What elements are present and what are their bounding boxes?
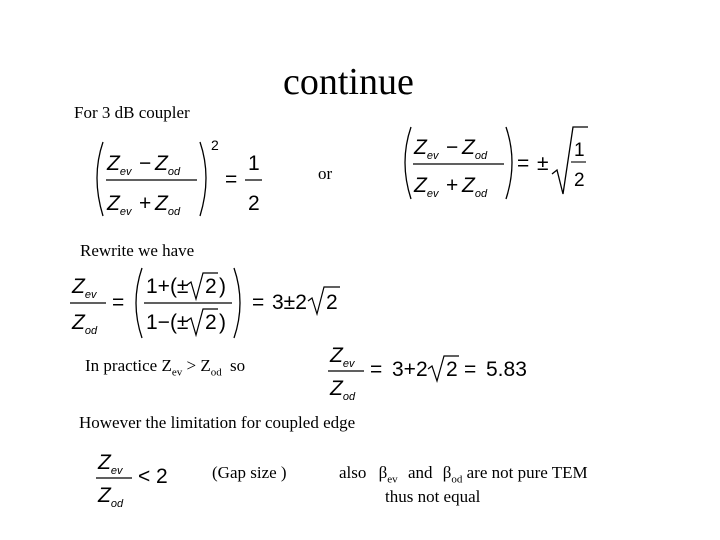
practice-mid: > Z <box>182 356 211 375</box>
rhs-numerator-text: 1+(± <box>146 275 189 298</box>
denominator-z-ev: $Z_{ev}$ <box>107 192 132 218</box>
plus-sign: + <box>139 192 152 215</box>
equation-practice-value <box>328 338 538 408</box>
lhs-numerator: $Z_{ev}$ <box>330 344 355 370</box>
rhs-numerator: 1 <box>248 152 260 175</box>
exponent: 2 <box>211 137 219 153</box>
equals-sign: = <box>252 291 265 314</box>
also-prefix: also <box>339 463 367 482</box>
also-line2: thus not equal <box>385 487 481 506</box>
practice-prefix: In practice Z <box>85 356 172 375</box>
and-word: and <box>407 463 433 482</box>
result-sqrt-value: 2 <box>326 291 338 314</box>
also-suffix: are not pure TEM <box>466 463 588 482</box>
beta-sub-ev: ev <box>387 473 398 486</box>
also-text <box>339 463 588 485</box>
beta-ev-symbol: β <box>378 463 388 482</box>
equation-3db-squared <box>90 130 280 225</box>
plus-sign: + <box>446 174 459 197</box>
intro-text: For 3 dB coupler <box>74 103 190 122</box>
left-paren <box>136 268 142 338</box>
gap-size-label: (Gap size ) <box>212 463 287 482</box>
or-label: or <box>318 164 333 183</box>
equation-3db-ratio <box>398 122 598 207</box>
sqrt-numerator: 1 <box>574 140 585 161</box>
rhs-denominator: 2 <box>248 192 260 215</box>
denominator-z-od: $Z_{od}$ <box>462 174 488 200</box>
rhs-text: 3+2 <box>392 358 428 381</box>
sqrt-value: 2 <box>446 358 458 381</box>
equals-sign: = <box>370 358 383 381</box>
denominator-z-ev: $Z_{ev}$ <box>414 174 439 200</box>
less-than-sign: < <box>138 465 151 488</box>
rewrite-label: Rewrite we have <box>80 241 195 260</box>
beta-od-symbol: β <box>442 463 452 482</box>
numerator-z-ev: $Z_{ev}$ <box>414 136 439 162</box>
minus-sign: − <box>139 152 152 175</box>
lhs-denominator: $Z_{od}$ <box>98 484 124 510</box>
lhs-numerator: $Z_{ev}$ <box>72 275 97 301</box>
equals-sign: = <box>112 291 125 314</box>
right-paren <box>200 142 206 216</box>
practice-sub-od: od <box>210 366 222 379</box>
equation-limit <box>96 445 186 515</box>
slide-title: continue <box>283 61 414 103</box>
sqrt-value: 2 <box>205 275 217 298</box>
denominator-z-od: $Z_{od}$ <box>155 192 181 218</box>
equation-impedance-ratio <box>70 265 360 345</box>
limitation-text: However the limitation for coupled edge <box>79 413 356 432</box>
practice-text <box>85 356 245 378</box>
sqrt-value: 2 <box>205 311 217 334</box>
sqrt-denominator: 2 <box>574 170 585 191</box>
bound-value: 2 <box>156 465 168 488</box>
minus-sign: − <box>446 136 459 159</box>
left-paren <box>405 127 411 199</box>
lhs-denominator: $Z_{od}$ <box>330 377 356 403</box>
practice-suffix: so <box>229 356 246 375</box>
rhs-denominator-text: 1−(± <box>146 311 189 334</box>
result-value: 5.83 <box>486 358 527 381</box>
close-paren: ) <box>219 311 226 334</box>
equals-sign: = <box>517 152 530 175</box>
plus-minus-sign: ± <box>537 152 549 175</box>
lhs-numerator: $Z_{ev}$ <box>98 451 123 477</box>
practice-sub-ev: ev <box>171 366 183 379</box>
numerator-z-od: $Z_{od}$ <box>462 136 488 162</box>
right-paren <box>506 127 512 199</box>
lhs-denominator: $Z_{od}$ <box>72 311 98 337</box>
equals-sign: = <box>225 168 238 191</box>
result-text: 3±2 <box>272 291 307 314</box>
numerator-z-ev: $Z_{ev}$ <box>107 152 132 178</box>
equals-sign-2: = <box>464 358 477 381</box>
beta-sub-od: od <box>451 473 463 486</box>
numerator-z-od: $Z_{od}$ <box>155 152 181 178</box>
close-paren: ) <box>219 275 226 298</box>
right-paren <box>234 268 240 338</box>
left-paren <box>97 142 103 216</box>
